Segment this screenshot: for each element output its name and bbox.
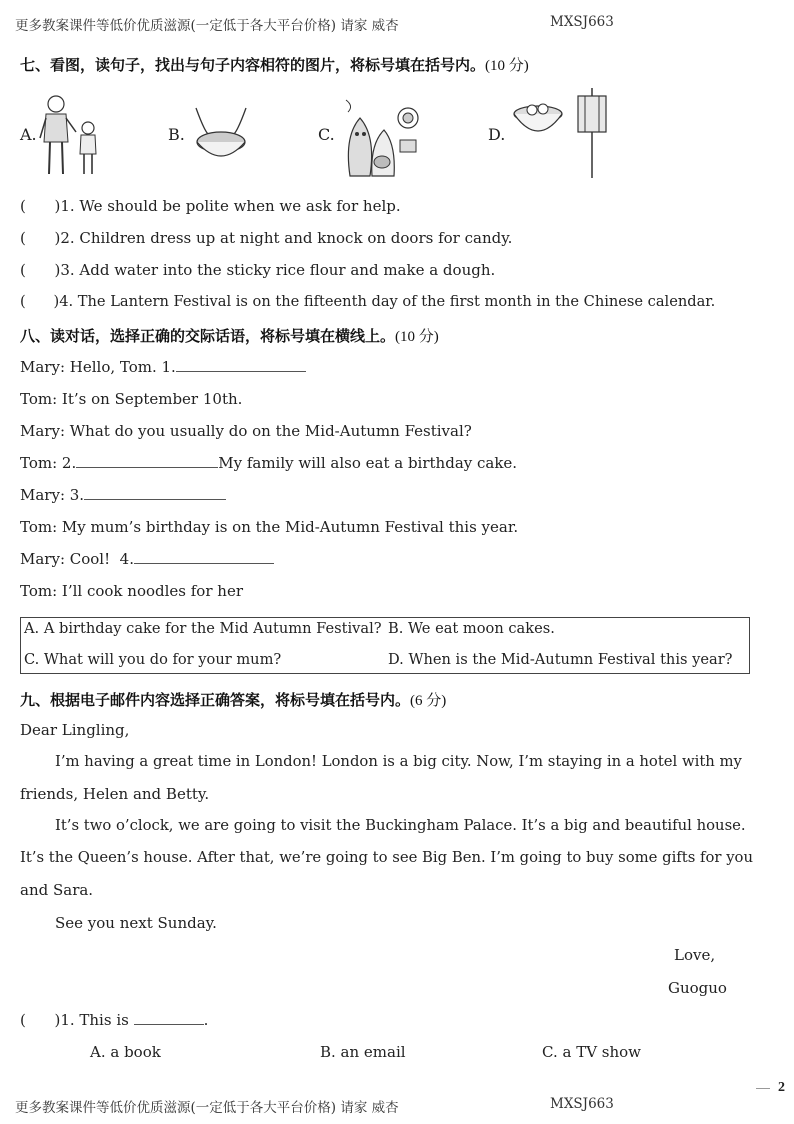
dialogue-line-6: Tom: My mum’s birthday is on the Mid-Autumn Festival this year. — [20, 518, 519, 536]
section7-title — [20, 54, 529, 75]
answer-paren[interactable]: ( ) — [20, 1011, 61, 1029]
question-tail: . — [203, 1011, 209, 1029]
dialogue-text: Mary: 3. — [20, 486, 85, 504]
dialogue-text: Mary: Cool! 4. — [20, 550, 134, 568]
halloween-picture — [336, 96, 426, 180]
section8-points: (10 分) — [395, 329, 439, 345]
choice-b: B. an email — [320, 1043, 406, 1061]
item-text: 2. Children dress up at night and knock on doors for candy. — [60, 229, 513, 247]
picture-label-a: A. — [20, 125, 37, 144]
email-para2-line2: It’s the Queen’s house. After that, we’re going to see Big Ben. I’m going to buy some gifts for you — [20, 849, 753, 866]
answer-paren[interactable]: ( ) — [20, 229, 61, 247]
header-text: 更多教案课件等低价优质滋源(一定低于各大平台价格) 请家 威杏 — [15, 18, 399, 34]
dialogue-text-after: My family will also eat a birthday cake. — [218, 454, 518, 472]
answer-blank-4[interactable] — [134, 551, 274, 564]
section9-title — [20, 689, 446, 710]
section8-title-text: 八、读对话，选择正确的交际话语，将标号填在横线上。 — [20, 327, 396, 345]
dialogue-line-7 — [20, 550, 274, 568]
choice-a: A. a book — [90, 1043, 161, 1061]
section9-question-1 — [20, 1011, 208, 1029]
answer-paren[interactable]: ( ) — [20, 197, 61, 215]
page-number: 2 — [778, 1080, 785, 1095]
question-blank — [134, 1012, 204, 1025]
section7-title-text: 七、看图，读句子，找出与句子内容相符的图片，将标号填在括号内。 — [20, 56, 486, 74]
picture-label-d: D. — [488, 125, 506, 144]
item-text: 1. We should be polite when we ask for help. — [60, 197, 401, 215]
picture-label-c: C. — [318, 125, 335, 144]
option-c: C. What will you do for your mum? — [24, 651, 282, 668]
answer-paren[interactable]: ( ) — [20, 293, 60, 310]
answer-blank-3[interactable] — [84, 487, 226, 500]
section7-item-1 — [20, 197, 401, 215]
dialogue-line-2: Tom: It’s on September 10th. — [20, 390, 243, 408]
section8-title — [20, 325, 439, 346]
dumpling-bowl-picture — [186, 100, 256, 170]
email-greeting: Dear Lingling, — [20, 721, 130, 739]
item-text: 4. The Lantern Festival is on the fifteenth day of the first month in the Chinese calendar. — [59, 293, 716, 310]
section7-item-4 — [20, 293, 715, 310]
question-text: 1. This is — [60, 1011, 129, 1029]
man-and-boy-picture — [36, 92, 106, 182]
dialogue-line-1 — [20, 358, 306, 376]
dialogue-line-5 — [20, 486, 226, 504]
footer-code: MXSJ663 — [550, 1096, 614, 1112]
dialogue-line-4 — [20, 454, 517, 472]
item-text: 3. Add water into the sticky rice flour and make a dough. — [60, 261, 496, 279]
email-para1-line2: friends, Helen and Betty. — [20, 785, 210, 803]
tangyuan-and-lantern-picture — [510, 88, 620, 180]
choice-c: C. a TV show — [542, 1043, 642, 1061]
section7-item-3 — [20, 261, 495, 279]
dialogue-line-3: Mary: What do you usually do on the Mid-Autumn Festival? — [20, 422, 472, 440]
email-closing: See you next Sunday. — [55, 914, 217, 932]
email-para2-line3: and Sara. — [20, 881, 94, 899]
email-para1-line1: I’m having a great time in London! London is a big city. Now, I’m staying in a hotel with my — [55, 753, 742, 770]
answer-blank-1[interactable] — [176, 359, 306, 372]
footer-text: 更多教案课件等低价优质滋源(一定低于各大平台价格) 请家 威杏 — [15, 1100, 399, 1116]
email-sign-love: Love, — [674, 946, 716, 964]
dialogue-text: Mary: Hello, Tom. 1. — [20, 358, 176, 376]
section7-points: (10 分) — [485, 58, 529, 74]
email-sign-name: Guoguo — [668, 979, 727, 997]
answer-paren[interactable]: ( ) — [20, 261, 61, 279]
section9-points: (6 分) — [410, 693, 447, 709]
dialogue-text: Tom: 2. — [20, 454, 77, 472]
header-code: MXSJ663 — [550, 14, 614, 30]
section7-item-2 — [20, 229, 512, 247]
picture-label-b: B. — [168, 125, 185, 144]
option-b: B. We eat moon cakes. — [388, 620, 555, 637]
page-number-rule — [756, 1088, 770, 1089]
email-para2-line1: It’s two o’clock, we are going to visit the Buckingham Palace. It’s a big and beautiful house. — [55, 817, 746, 834]
dialogue-line-8: Tom: I’ll cook noodles for her — [20, 582, 243, 600]
answer-blank-2[interactable] — [76, 455, 218, 468]
option-d: D. When is the Mid-Autumn Festival this year? — [388, 651, 733, 668]
option-a: A. A birthday cake for the Mid Autumn Festival? — [24, 620, 382, 637]
section9-title-text: 九、根据电子邮件内容选择正确答案，将标号填在括号内。 — [20, 691, 411, 709]
